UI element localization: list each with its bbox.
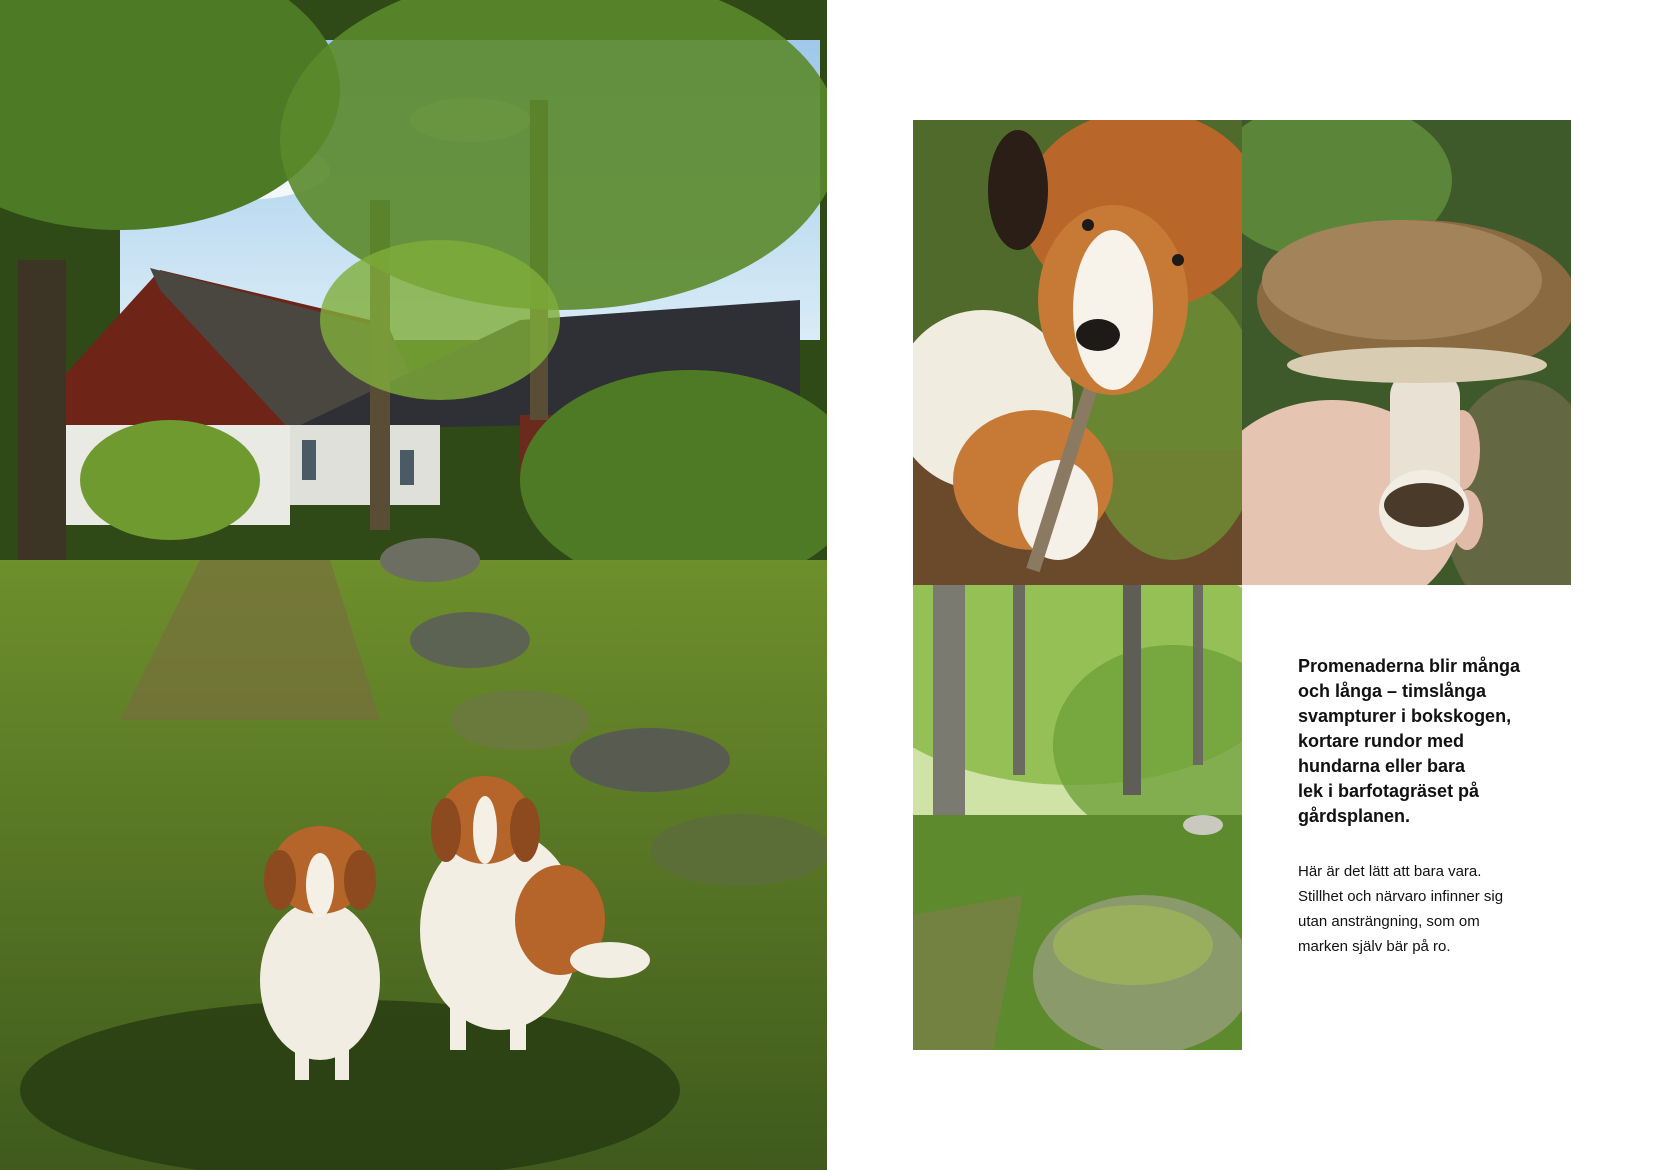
body-line: marken själv bär på ro. (1298, 938, 1451, 955)
dogs-playing-photo (913, 120, 1242, 585)
body-line: Här är det lätt att bara vara. (1298, 863, 1482, 880)
article-text (1298, 654, 1558, 959)
beech-forest-photo (913, 585, 1242, 1050)
body-paragraph (1298, 859, 1558, 959)
lead-line: lek i barfotagräset på (1298, 781, 1480, 801)
body-line: utan ansträngning, som om (1298, 913, 1480, 930)
lead-line: och långa – timslånga (1298, 681, 1487, 701)
body-line: Stillhet och närvaro infinner sig (1298, 888, 1504, 905)
lead-line: Promenaderna blir många (1298, 656, 1521, 676)
lead-line: svampturer i bokskogen, (1298, 706, 1512, 726)
lead-paragraph (1298, 654, 1558, 829)
lead-line: hundarna eller bara (1298, 756, 1466, 776)
lead-line: gårdsplanen. (1298, 806, 1411, 826)
lead-line: kortare rundor med (1298, 731, 1465, 751)
mushroom-in-hand-photo (1242, 120, 1571, 585)
